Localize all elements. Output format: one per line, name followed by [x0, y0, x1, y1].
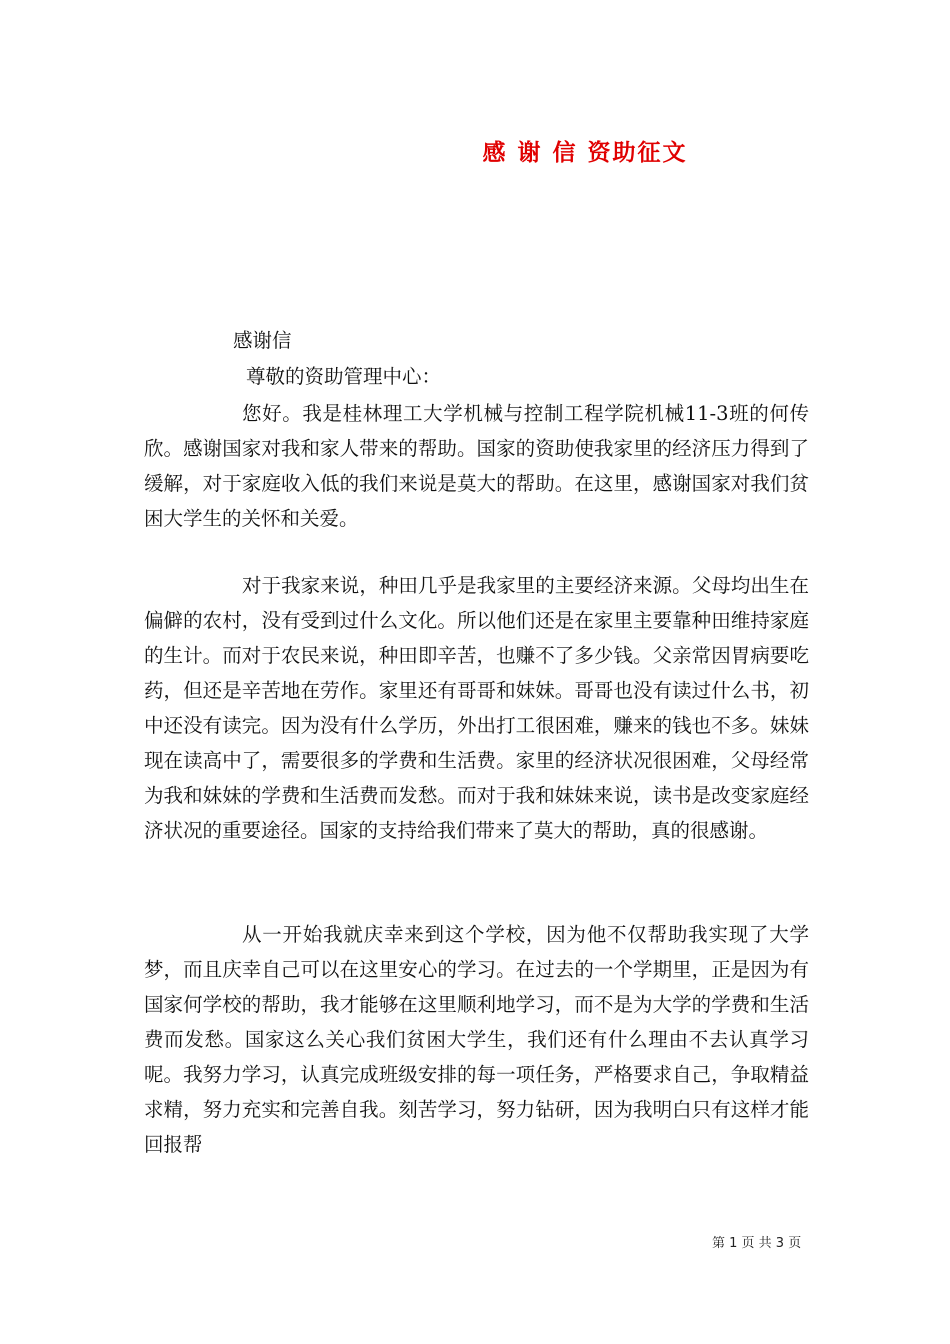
body-paragraph-3: 从一开始我就庆幸来到这个学校，因为他不仅帮助我实现了大学梦，而且庆幸自己可以在这里安心的学习。在过去的一个学期里，正是因为有国家何学校的帮助，我才能够在这里顺利地学习，而不是为大学的学费和生活费而发愁。国家这么关心我们贫困大学生，我们还有什么理由不去认真学习呢。我努力学习，认真完成班级安排的每一项任务，严格要求自己，争取精益求精，努力充实和完善自我。刻苦学习，努力钻研，因为我明白只有这样才能回报帮 [144, 923, 809, 1156]
body-paragraph-2: 对于我家来说，种田几乎是我家里的主要经济来源。父母均出生在偏僻的农村，没有受到过什么文化。所以他们还是在家里主要靠种田维持家庭的生计。而对于农民来说，种田即辛苦，也赚不了多少钱。父亲常因胃病要吃药，但还是辛苦地在劳作。家里还有哥哥和妹妹。哥哥也没有读过什么书，初中还没有读完。因为没有什么学历，外出打工很困难，赚来的钱也不多。妹妹现在读高中了，需要很多的学费和生活费。家里的经济状况很困难，父母经常为我和妹妹的学费和生活费而发愁。而对于我和妹妹来说，读书是改变家庭经济状况的重要途径。国家的支持给我们带来了莫大的帮助，真的很感谢。 [144, 574, 809, 842]
page-title: 感 谢 信 资助征文 [482, 140, 688, 166]
page-number-footer: 第 1 页 共 3 页 [712, 1236, 802, 1251]
letter-greeting: 尊敬的资助管理中心： [246, 365, 442, 388]
body-paragraph-1: 您好。我是桂林理工大学机械与控制工程学院机械11-3班的何传欣。感谢国家对我和家人带来的帮助。国家的资助使我家里的经济压力得到了缓解，对于家庭收入低的我们来说是莫大的帮助。在这里，感谢国家对我们贫困大学生的关怀和关爱。 [144, 402, 809, 530]
letter-heading: 感谢信 [233, 329, 292, 352]
